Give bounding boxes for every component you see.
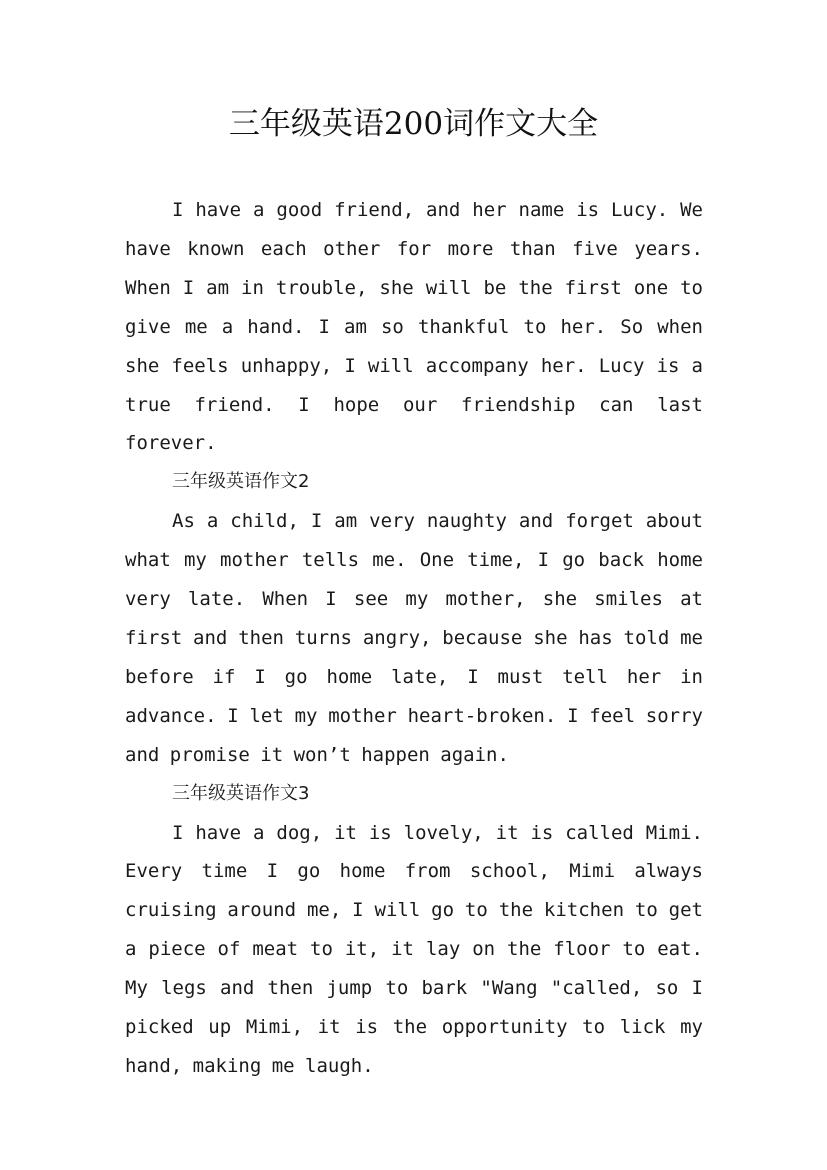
- document-title: 三年级英语200词作文大全: [228, 106, 599, 142]
- essay-paragraph-2: As a child, I am very naughty and forget about what my mother tells me. One time, I go back home very late. When I see my mother, she smiles at first and then turns angry, because she has told me before if I go home late, I must tell her in advance. I let my mother heart-broken. I feel sorry and promise it won’t happen again.: [125, 510, 703, 766]
- essay-paragraph-1: I have a good friend, and her name is Lucy. We have known each other for more than five years. When I am in trouble, she will be the first one to give me a hand. I am so thankful to her. So when she feels unhappy, I will accompany her. Lucy is a true friend. I hope our friendship can last forever.: [125, 199, 703, 455]
- document-body: [125, 191, 703, 1086]
- essay-heading-3: 三年级英语作文3: [172, 782, 310, 804]
- essay-paragraph-3: I have a dog, it is lovely, it is called Mimi. Every time I go home from school, Mimi always cruising around me, I will go to the kitchen to get a piece of meat to it, it lay on the floor to eat. My legs and then jump to bark "Wang "called, so I picked up Mimi, it is the opportunity to lick my hand, making me laugh.: [125, 821, 703, 1077]
- essay-heading-2: 三年级英语作文2: [172, 471, 310, 493]
